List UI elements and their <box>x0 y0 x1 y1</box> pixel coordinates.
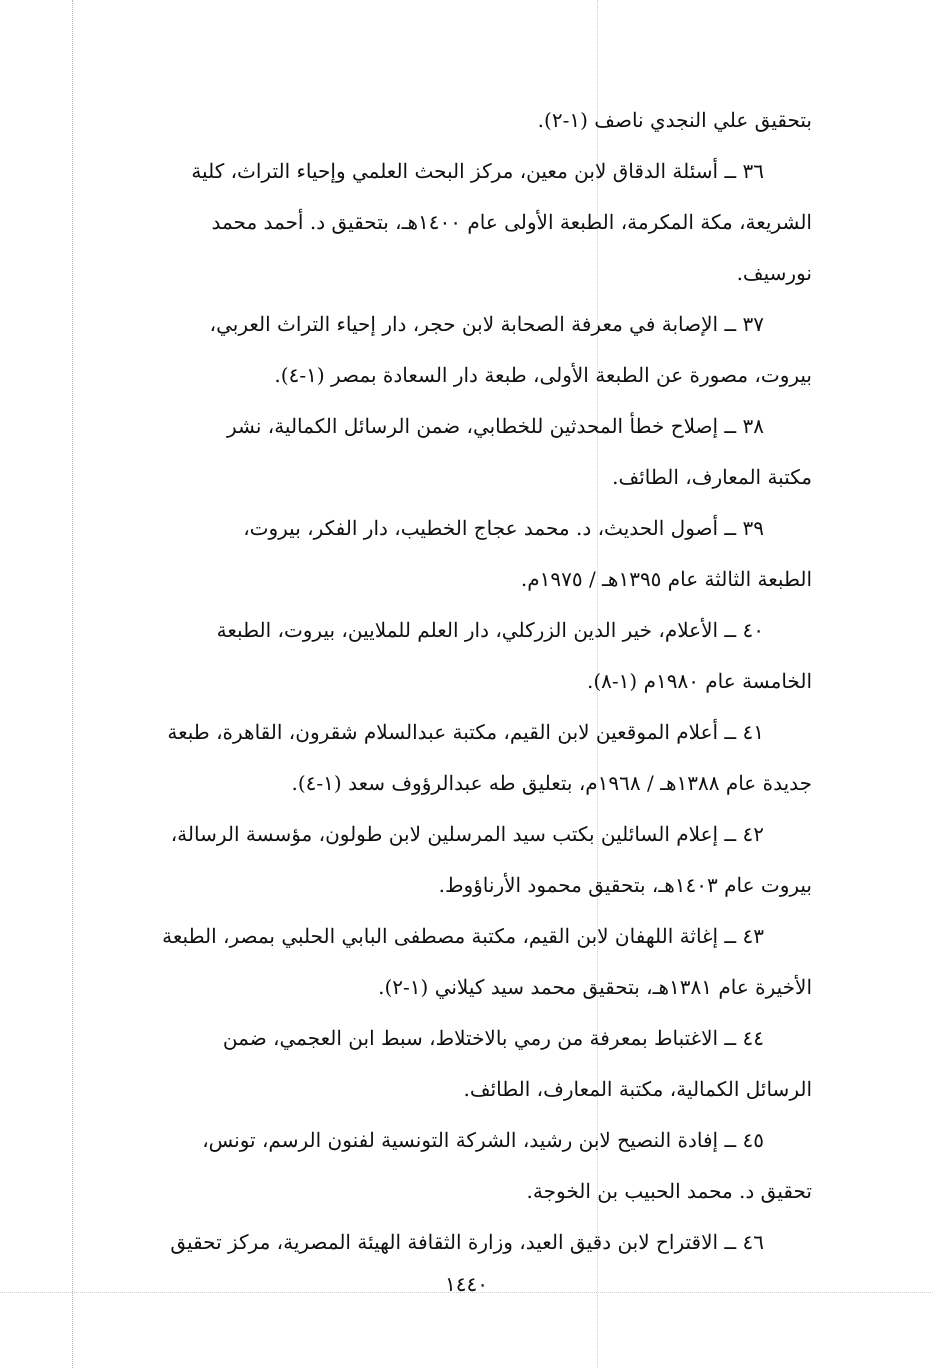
page-number: ١٤٤٠ <box>445 1272 488 1296</box>
entry-continuation-line: جديدة عام ١٣٨٨هـ / ١٩٦٨م، بتعليق طه عبدالرؤوف سعد (١-٤). <box>291 771 812 795</box>
entry-first-line: ٣٨ ــ إصلاح خطأ المحدثين للخطابي، ضمن الرسائل الكمالية، نشر <box>226 414 764 438</box>
entry-continuation-line: تحقيق د. محمد الحبيب بن الخوجة. <box>526 1179 812 1203</box>
entry-first-line: ٣٩ ــ أصول الحديث، د. محمد عجاج الخطيب، دار الفكر، بيروت، <box>243 516 764 540</box>
entry-continuation-line: بيروت عام ١٤٠٣هـ، بتحقيق محمود الأرناؤوط. <box>438 873 812 897</box>
entry-first-line: ٤٠ ــ الأعلام، خير الدين الزركلي، دار العلم للملايين، بيروت، الطبعة <box>216 618 764 642</box>
entry-continuation-line: الشريعة، مكة المكرمة، الطبعة الأولى عام ١٤٠٠هـ، بتحقيق د. أحمد محمد <box>211 210 812 234</box>
entry-first-line: ٤١ ــ أعلام الموقعين لابن القيم، مكتبة عبدالسلام شقرون، القاهرة، طبعة <box>167 720 764 744</box>
entry-continuation-line: الخامسة عام ١٩٨٠م (١-٨). <box>586 669 812 693</box>
margin-guide-left <box>72 0 73 1368</box>
entry-first-line: ٤٢ ــ إعلام السائلين بكتب سيد المرسلين لابن طولون، مؤسسة الرسالة، <box>170 822 764 846</box>
entry-first-line: ٣٧ ــ الإصابة في معرفة الصحابة لابن حجر، دار إحياء التراث العربي، <box>209 312 764 336</box>
entry-first-line: ٤٦ ــ الاقتراح لابن دقيق العيد، وزارة الثقافة الهيئة المصرية، مركز تحقيق <box>170 1230 764 1254</box>
entry-continuation-line: الأخيرة عام ١٣٨١هـ، بتحقيق محمد سيد كيلاني (١-٢). <box>378 975 812 999</box>
entry-continuation-line: نورسيف. <box>736 261 812 285</box>
entry-continuation-line: الطبعة الثالثة عام ١٣٩٥هـ / ١٩٧٥م. <box>520 567 812 591</box>
entry-continuation-line: مكتبة المعارف، الطائف. <box>612 465 812 489</box>
entry-continuation-line: بتحقيق علي النجدي ناصف (١-٢). <box>537 108 812 132</box>
bibliography-text <box>100 95 812 1268</box>
entry-first-line: ٤٤ ــ الاغتباط بمعرفة من رمي بالاختلاط، سبط ابن العجمي، ضمن <box>222 1026 764 1050</box>
entry-continuation-line: الرسائل الكمالية، مكتبة المعارف، الطائف. <box>463 1077 812 1101</box>
entry-first-line: ٣٦ ــ أسئلة الدقاق لابن معين، مركز البحث العلمي وإحياء التراث، كلية <box>191 159 764 183</box>
entry-first-line: ٤٥ ــ إفادة النصيح لابن رشيد، الشركة التونسية لفنون الرسم، تونس، <box>202 1128 764 1152</box>
entry-first-line: ٤٣ ــ إغاثة اللهفان لابن القيم، مكتبة مصطفى البابي الحلبي بمصر، الطبعة <box>162 924 764 948</box>
entry-continuation-line: بيروت، مصورة عن الطبعة الأولى، طبعة دار السعادة بمصر (١-٤). <box>274 363 812 387</box>
